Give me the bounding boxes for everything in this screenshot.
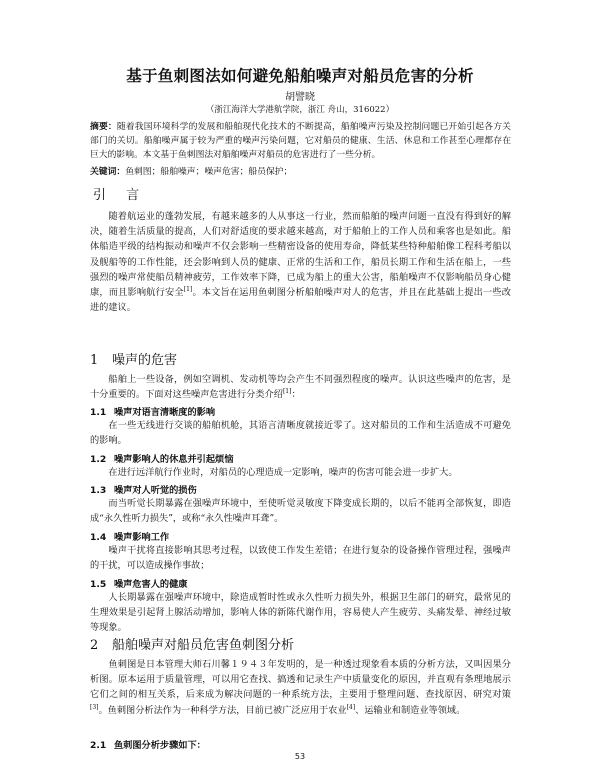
abstract-label: 摘要： <box>90 122 117 132</box>
subsection-1-5-title: 噪声危害人的健康 <box>114 579 188 590</box>
subsection-1-5-paragraph: 人长期暴露在强噪声环境中，除造成暂时性或永久性听力损失外，根据卫生部门的研究，最常见的生理效果是引起肾上腺活动增加，影响人体的新陈代谢作用，容易使人产生疲劳、头痛发晕、神经过敏等现象。 <box>90 592 511 634</box>
subsection-1-4-paragraph: 噪声干扰将直接影响其思考过程，以致使工作发生差错；在进行复杂的设备操作管理过程，强噪声的干扰，可以造成操作事故； <box>90 545 511 572</box>
abstract-text: 随着我国环境科学的发展和船舶现代化技术的不断提高，船舶噪声污染及控制问题已开始引起各方关部门的关切。船舶噪声属于较为严重的噪声污染问题，它对船员的健康、生活、休息和工作甚至心理都存在巨大的影响。本文基于鱼刺图法对船舶噪声对船员的危害进行了一些分析。 <box>90 122 511 160</box>
section-1-heading <box>90 349 177 368</box>
keywords-label: 关键词： <box>90 167 126 177</box>
section-1-ref: [1] <box>282 388 292 396</box>
subsection-1-4-heading <box>90 529 169 543</box>
section-2-title: 船舶噪声对船员危害鱼刺图分析 <box>112 638 295 653</box>
subsection-1-4-title: 噪声影响工作 <box>114 532 170 543</box>
keywords-text: 鱼刺图；船舶噪声；噪声危害；船员保护； <box>125 167 293 177</box>
section-1-text: 船舶上一些设备，例如空调机、发动机等均会产生不同强烈程度的噪声。认识这些噪声的危害，是十分重要的。下面对这些噪声危害进行分类介绍 <box>90 374 511 401</box>
subsection-1-1-title: 噪声对语言清晰度的影响 <box>114 407 216 418</box>
section-1-text-after: ： <box>291 389 301 401</box>
intro-text: 随着航运业的蓬勃发展，有越来越多的人从事这一行业，然而船舶的噪声问题一直没有得到好的解决，随着生活质量的提高，人们对舒适度的要求越来越高，对于船舶上的工作人员和乘客也是如此。船体船造平级的结构振动和噪声不仅会影响一些精密设备的使用寿命，降低某些特种船舶像工程科考船以及舰船等的工作性能，还会影响到人员的健康、正常的生活和工作，船员长期工作和生活在船上，一些强烈的噪声常使船员精神疲劳，工作效率下降，已成为船上的重大公害，船舶噪声不仅影响船员身心健康，而且影响航行安全 <box>90 211 511 299</box>
subsection-1-5-heading <box>90 576 188 590</box>
subsection-1-3-number: 1.3 <box>90 485 107 496</box>
subsection-1-1-number: 1.1 <box>90 407 107 418</box>
abstract <box>90 120 511 162</box>
intro-ref: [1] <box>183 285 193 293</box>
subsection-1-2-number: 1.2 <box>90 454 107 465</box>
section-1-number: 1 <box>90 353 99 368</box>
section-2-number: 2 <box>90 638 99 653</box>
intro-text-after: 。本文旨在运用鱼刺图分析船舶噪声对人的危害，并且在此基础上提出一些改进的建议。 <box>90 287 511 314</box>
author-name: 胡譬晓 <box>285 92 315 103</box>
subsection-2-1-number: 2.1 <box>90 740 107 751</box>
subsection-1-2-paragraph: 在进行远洋航行作业时，对船员的心理造成一定影响，噪声的伤害可能会进一步扩大。 <box>108 467 458 478</box>
section-2-text: 鱼刺图是日本管理大师石川馨１９４３年发明的，是一种透过现象看本质的分析方法，又叫因果分析图。原本运用于质量管理，可以用它查找、搞透和记录生产中质量变化的原因，并直观有条理地展示它们之间的相互关系，后来成为解决问题的一种系统方法，主要用于整理问题、查找原因、研究对策 <box>90 659 511 701</box>
keywords <box>90 166 511 178</box>
subsection-1-2-title: 噪声影响人的休息并引起烦恼 <box>114 454 234 465</box>
subsection-1-3-heading <box>90 482 197 496</box>
subsection-1-2-heading <box>90 451 233 465</box>
intro-paragraph <box>90 209 511 315</box>
author-affiliation: （浙江海洋大学港航学院，浙江 舟山，316022） <box>205 105 395 115</box>
section-2-ref-2: [4] <box>346 703 356 711</box>
subsection-1-3-paragraph: 而当听觉长期暴露在强噪声环境中，至使听觉灵敏度下降变成长期的，以后不能再全部恢复，即造成“永久性听力损失”，或称“永久性噪声耳聋”。 <box>90 498 511 525</box>
section-1-paragraph <box>90 372 511 402</box>
subsection-1-4-number: 1.4 <box>90 532 107 543</box>
paper-title: 基于鱼刺图法如何避免船舶噪声对船员危害的分析 <box>126 67 474 85</box>
subsection-2-1-heading <box>90 737 206 751</box>
section-2-ref: [3] <box>90 703 99 711</box>
subsection-2-1-title: 鱼刺图分析步骤如下： <box>114 740 206 751</box>
subsection-1-1-heading <box>90 404 215 418</box>
section-1-title: 噪声的危害 <box>112 353 178 368</box>
section-2-paragraph <box>90 657 511 718</box>
subsection-1-1-paragraph: 在一些无线进行交谈的船舶机舱，其语言清晰度就接近零了。这对船员的工作和生活造成不可避免的影响。 <box>90 420 511 447</box>
section-2-text-after-2: 、运输业和制造业等领域。 <box>355 704 466 716</box>
page-number: 53 <box>294 752 306 761</box>
section-2-text-after: 。鱼刺图分析法作为一种科学方法，目前已被广泛应用于农业 <box>98 704 347 716</box>
subsection-1-5-number: 1.5 <box>90 579 107 590</box>
section-2-heading <box>90 634 294 653</box>
subsection-1-3-title: 噪声对人听觉的损伤 <box>114 485 197 496</box>
intro-heading: 引 言 <box>93 188 148 203</box>
